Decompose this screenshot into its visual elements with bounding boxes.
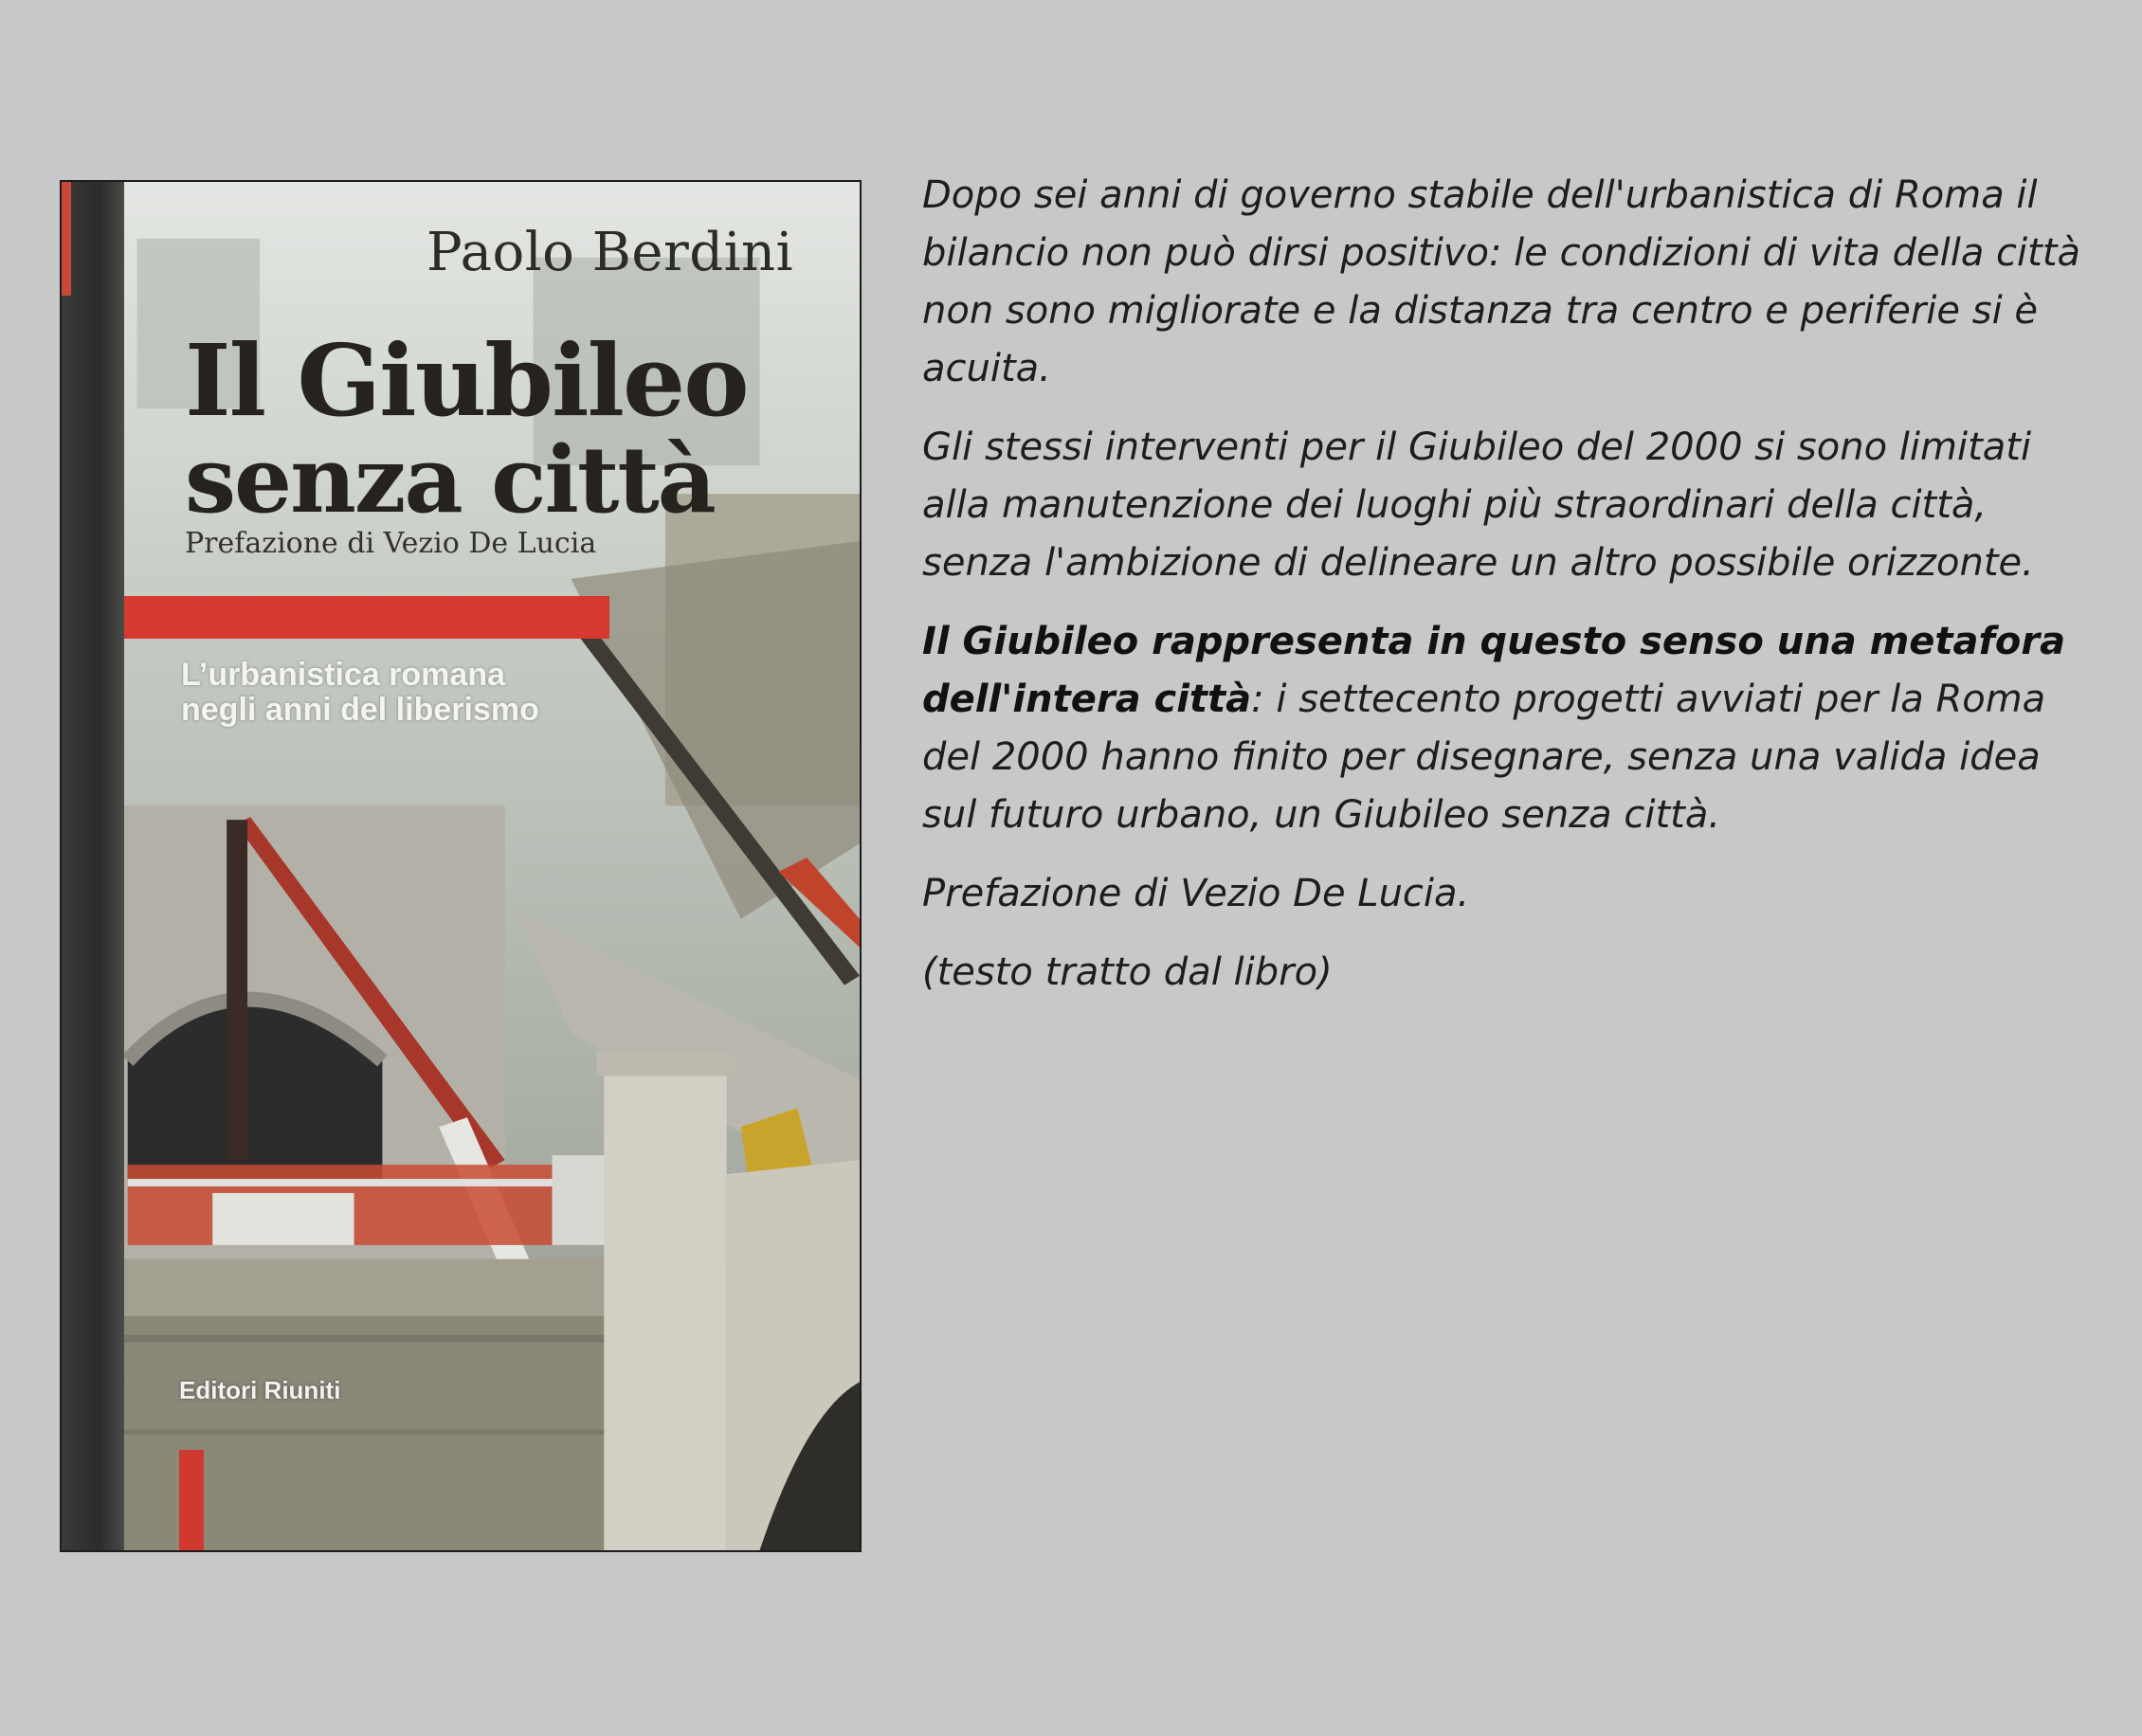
book-description (922, 167, 2088, 1022)
cover-title-line2: senza città (185, 426, 715, 533)
description-paragraph-1: Dopo sei anni di governo stabile dell'urbanistica di Roma il bilancio non può dirsi positivo: le condizioni di vita della città non sono migliorate e la distanza tra centro e periferie si è acuita. (922, 173, 2081, 390)
description-highlight: Il Giubileo rappresenta in questo senso una metafora dell'intera città (922, 620, 2066, 721)
cover-publisher: Editori Riuniti (179, 1376, 341, 1404)
cover-preface: Prefazione di Vezio De Lucia (185, 527, 597, 560)
description-paragraph-2: Gli stessi interventi per il Giubileo del 2000 si sono limitati alla manutenzione dei luoghi più straordinari della città, senza l'ambizione di delineare un altro possibile orizzonte. (922, 425, 2034, 585)
cover-subtitle: L’urbanistica romana negli anni del liberismo (181, 657, 539, 728)
description-source-note: (testo tratto dal libro) (922, 950, 1333, 994)
description-paragraph-3 (922, 613, 2088, 844)
cover-author: Paolo Berdini (427, 222, 793, 283)
description-preface-note: Prefazione di Vezio De Lucia. (922, 872, 1470, 915)
cover-bottom-red-mark (179, 1450, 204, 1552)
cover-spine (62, 182, 124, 1550)
spine-red-accent (62, 182, 71, 296)
cover-red-bar (124, 596, 609, 639)
book-cover (60, 180, 862, 1552)
cover-title-line1: Il Giubileo (185, 322, 748, 439)
description-paragraph-3-rest: : i settecento progetti avviati per la Roma del 2000 hanno finito per disegnare, senza una valida idea sul futuro urbano, un Giubileo senza città. (922, 678, 2046, 837)
